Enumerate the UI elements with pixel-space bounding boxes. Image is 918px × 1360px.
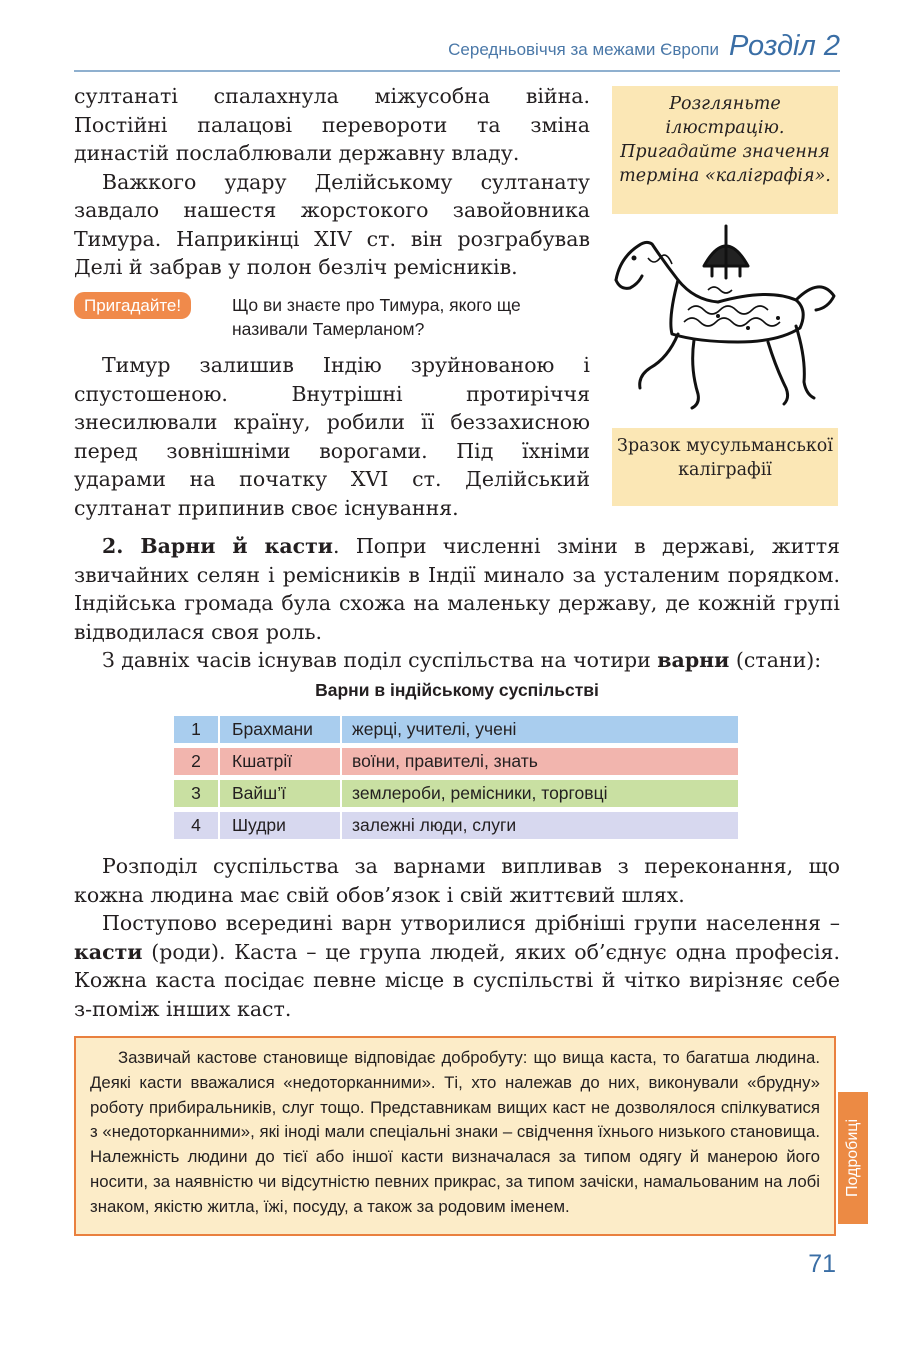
paragraph: Тимур залишив Індію зруйнованою і спустошеною. Внутрішні протиріччя знесилювали країну, робили її беззахисною перед зовнішніми ворогами. Під їхніми ударами на початку XVI ст. Делійський султанат припинив своє існування. [74, 353, 590, 520]
details-tab-label [838, 1092, 868, 1224]
table-title: Варни в індійському суспільстві [315, 680, 599, 700]
term-varny: варни [657, 648, 730, 672]
details-tab-text: Подробиці [844, 1119, 861, 1197]
table-cell-desc: залежні люди, слуги [342, 812, 738, 839]
paragraph [74, 909, 840, 1023]
paragraph: Важкого удару Делійському султанату завдало нашестя жорстокого завойовника Тимура. Наприкінці XIV ст. він розграбував Делі й забрав у полон безліч ремісників. [74, 169, 590, 279]
page-number: 71 [808, 1250, 836, 1278]
paragraph: Розподіл суспільства за варнами випливав з переконання, що кожна людина має свій обов’язок і свій життєвий шлях. [74, 854, 840, 907]
calligraphy-horse-illustration [608, 218, 842, 418]
table-row [174, 780, 738, 807]
paragraph: 2. Варни й касти. Попри численні зміни в державі, життя звичайних селян і ремісників в Індії минало за усталеним порядком. Індійська громада була схожа на маленьку державу, де кожній групі відводилася своя роль. [74, 534, 840, 644]
paragraph: султанаті спалахнула міжусобна війна. Постійні палацові перевороти та зміна династій послаблювали державну владу. [74, 84, 590, 165]
table-cell-name: Кшатрії [218, 748, 342, 775]
paragraph-text: (стани): [729, 648, 822, 672]
paragraph-text: (роди). Каста – це група людей, яких об’єднує одна професія. Кожна каста посідає певне місце в суспільстві й чітко вирізняє себе з-поміж інших каст. [74, 939, 840, 1021]
paragraph [74, 646, 840, 675]
text-column-top [74, 82, 590, 282]
table-cell-desc: землероби, ремісники, торговці [342, 780, 738, 807]
remember-question: Що ви знаєте про Тимура, якого ще називали Тамерланом? [232, 295, 521, 339]
text-column-bottom [74, 351, 590, 522]
table-cell-name: Шудри [218, 812, 342, 839]
term-kasty: касти [74, 939, 143, 964]
table-row [174, 748, 738, 775]
running-header [448, 30, 840, 66]
illustration-prompt: Розгляньте ілюстрацію. Пригадайте значення терміна «каліграфія». [612, 86, 838, 214]
table-cell-num: 3 [174, 780, 218, 807]
paragraph-text: Поступово всередині варн утворилися дрібніші групи населення – [102, 911, 840, 935]
table-cell-num: 2 [174, 748, 218, 775]
chapter-label: Розділ 2 [729, 30, 840, 62]
section-heading: 2. Варни й касти [102, 534, 333, 558]
remember-badge: Пригадайте! [74, 292, 191, 319]
table-cell-desc: воїни, правителі, знать [342, 748, 738, 775]
section-castes [74, 852, 840, 1023]
paragraph-text: Попри численні зміни в державі, життя звичайних селян і ремісників в Індії минало за усталеним порядком. Індійська громада була схожа на маленьку державу, де кожній групі відводилася своя роль. [74, 534, 840, 644]
table-cell-name: Брахмани [218, 716, 342, 743]
section-varny [74, 532, 840, 675]
header-subtitle: Середньовіччя за межами Європи [448, 40, 719, 59]
details-text: Зазвичай кастове становище відповідає добробуту: що вища каста, то багатша людина. Деякі касти вважалися «недоторканними». Ті, хто належав до них, виконували «брудну» роботу прибиральників, слуг тощо. Представникам вищих каст не дозволялося спілкуватися з «недоторканними», які іноді мали спеціальні знаки – свідчення їхнього низького становища. Належність людини до тієї або іншої касти визначалася за типом одягу й манерою його носити, за наявністю чи відсутністю певних прикрас, за типом зачіски, намальованим на лобі знаком, якістю житла, їжі, посуду, а також за родовим іменем. [90, 1048, 820, 1216]
header-divider [74, 70, 840, 72]
table-row [174, 716, 738, 743]
varny-table [174, 716, 738, 844]
table-cell-desc: жерці, учителі, учені [342, 716, 738, 743]
remember-callout [74, 292, 191, 319]
table-cell-num: 1 [174, 716, 218, 743]
details-box [74, 1036, 836, 1236]
paragraph-text: З давніх часів існував поділ суспільства на чотири [102, 648, 658, 672]
table-row [174, 812, 738, 839]
table-cell-name: Вайш’ї [218, 780, 342, 807]
table-cell-num: 4 [174, 812, 218, 839]
illustration-caption: Зразок мусульманської каліграфії [612, 428, 838, 506]
